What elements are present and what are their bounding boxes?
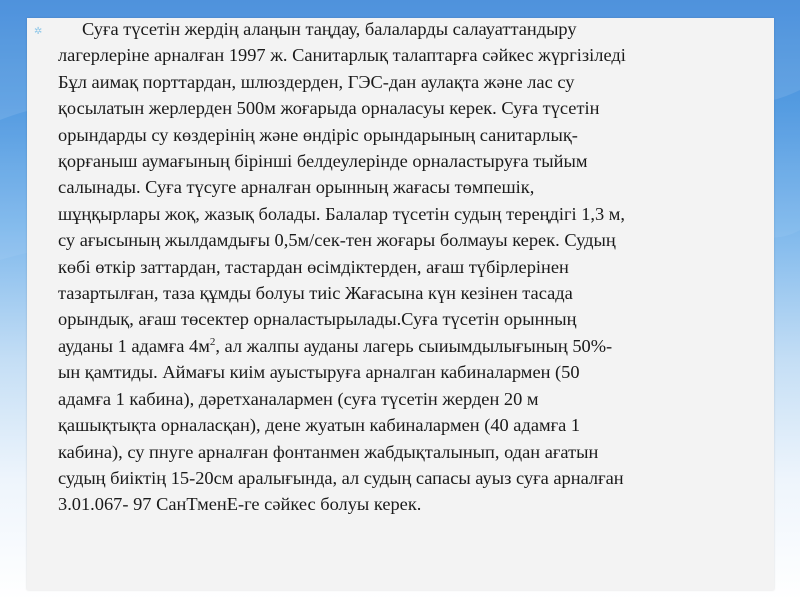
body-text-part-1: Суға түсетін жердің алаңын таңдау, балаларды салауаттандыру лагерлеріне арналған 1997 ж. Санитарлық талаптарға сәйкес жүргізіледі Бұл аимақ порттардан, шлюздерден, ГЭС-дан аулақта және лас су қосылатын жерлерден 500м жоғарыда орналасуы керек. Суға түсетін орындарды су көздерінің және өндіріс орындарының санитарлық- қорғаныш аумағының бірінші белдеулерінде орналастыруға тыйым салынады. Суға түсуге арналған орынның жағасы төмпешік, шұңқырлары жоқ, жазық болады. Балалар түсетін судың тереңдігі 1,3 м, су ағысының жылдамдығы 0,5м/сек-тен жоғары болмауы керек. Судың көбі өткір заттардан, тастардан өсімдіктерден, ағаш түбірлерінен тазартылған, таза құмды болуы тиіс Жағасына күн кезінен тасада орындық, ағаш төсектер орналастырылады.Суға түсетін орынның ауданы 1 адамға 4м [58, 19, 626, 356]
slide-body-text [58, 16, 770, 518]
asterisk-bullet-icon: ✲ [34, 26, 43, 37]
body-text-part-2: , ал жалпы ауданы лагерь сыиымдылығының 50%- ын қамтиды. Аймағы киім ауыстыруға арналган кабиналармен (50 адамға 1 кабина), дәретханалармен (суға түсетін жерден 20 м қашықтықта орналасқан), дене жуатын кабиналармен (40 адамға 1 кабина), су пнуге арналған фонтанмен жабдықталынып, одан ағатын судың биіктің 15-20см аралығында, ал судың сапасы ауыз суға арналған 3.01.067- 97 СанТменЕ-ге сәйкес болуы керек. [58, 335, 624, 515]
superscript-two: 2 [209, 335, 216, 348]
